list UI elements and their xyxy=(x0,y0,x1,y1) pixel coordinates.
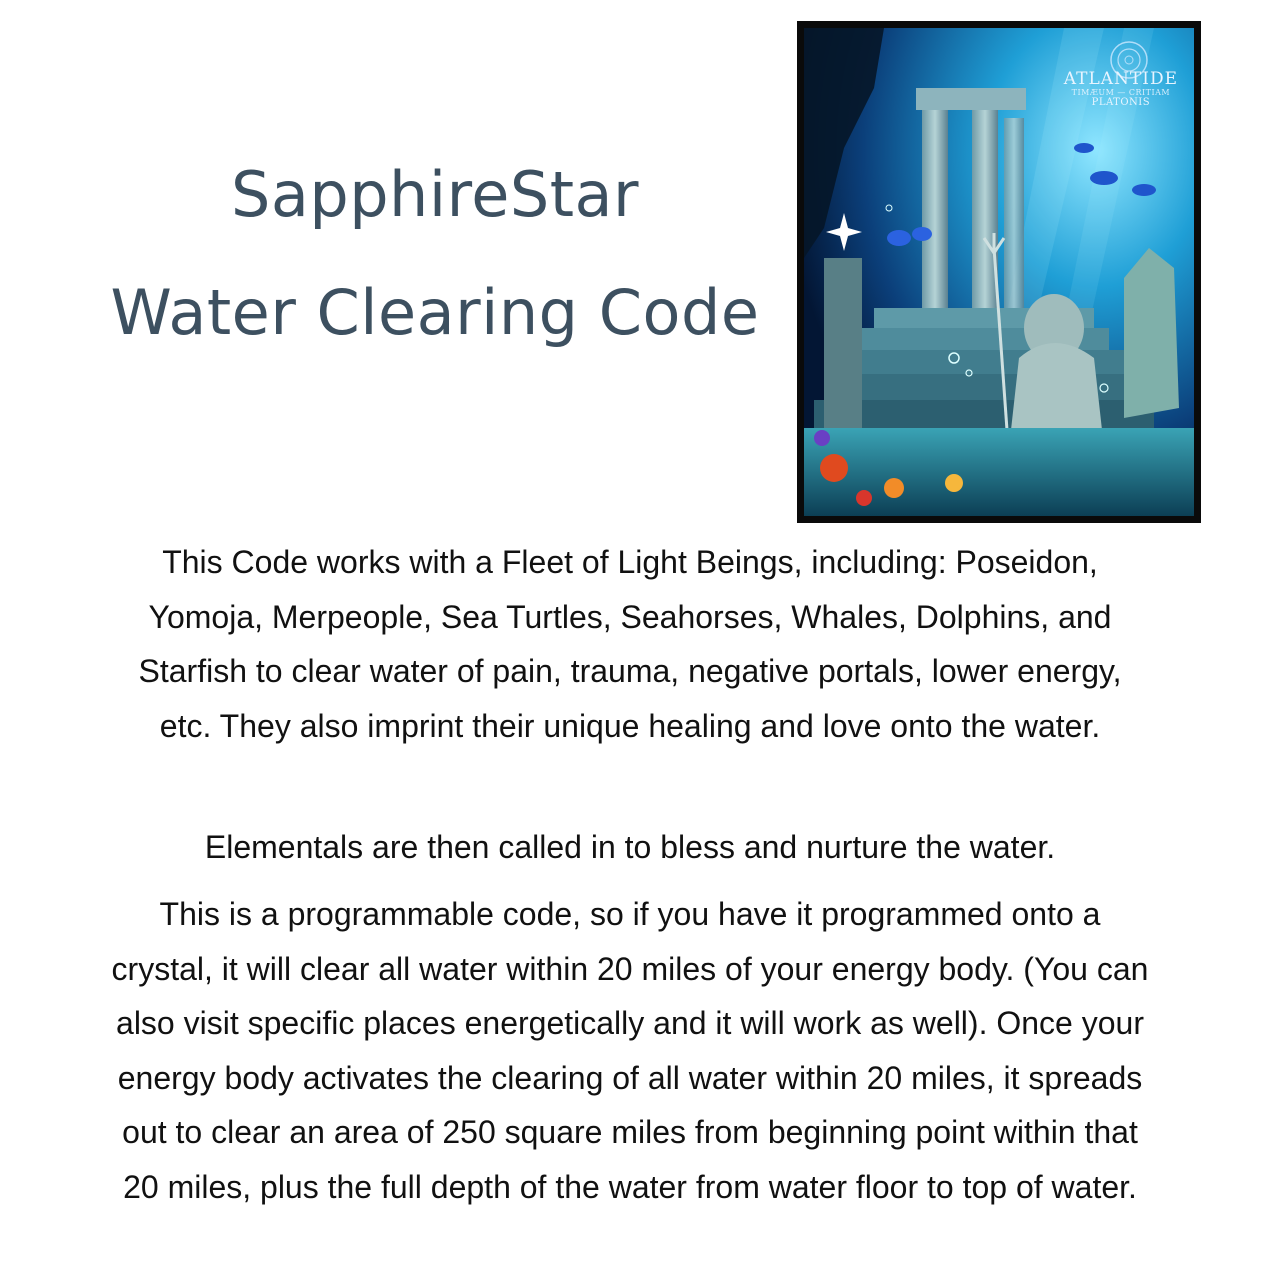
poster-caption xyxy=(1064,70,1178,108)
paragraph-light-beings: This Code works with a Fleet of Light Beings, including: Poseidon, Yomoja, Merpeople, Sea Turtles, Seahorses, Whales, Dolphins, and Starfish to clear water of pain, trauma, negative portals, lower energy, etc. They also imprint their unique healing and love onto the water. xyxy=(138,544,1122,744)
atlantis-poster-image xyxy=(804,28,1194,516)
page-title-line-2: Water Clearing Code xyxy=(110,276,760,349)
poster-caption-name: PLATONIS xyxy=(1091,97,1151,109)
poster-caption-subtitle: TIMÆUM — CRITIAM xyxy=(1071,87,1171,97)
page-title-line-1: SapphireStar xyxy=(230,158,639,231)
paragraph-programmable-code: This is a programmable code, so if you have it programmed onto a crystal, it will clear all water within 20 miles of your energy body. (You can also visit specific places energetically and it will work as well). Once your energy body activates the clearing of all water within 20 miles, it spreads out to clear an area of 250 square miles from beginning point within that 20 miles, plus the full depth of the water from water floor to top of water. xyxy=(111,896,1149,1205)
poster-caption-title: ATLANTIDE xyxy=(1063,69,1178,89)
paragraph-elementals: Elementals are then called in to bless and nurture the water. xyxy=(204,829,1056,865)
atlantis-poster-frame xyxy=(797,21,1201,523)
